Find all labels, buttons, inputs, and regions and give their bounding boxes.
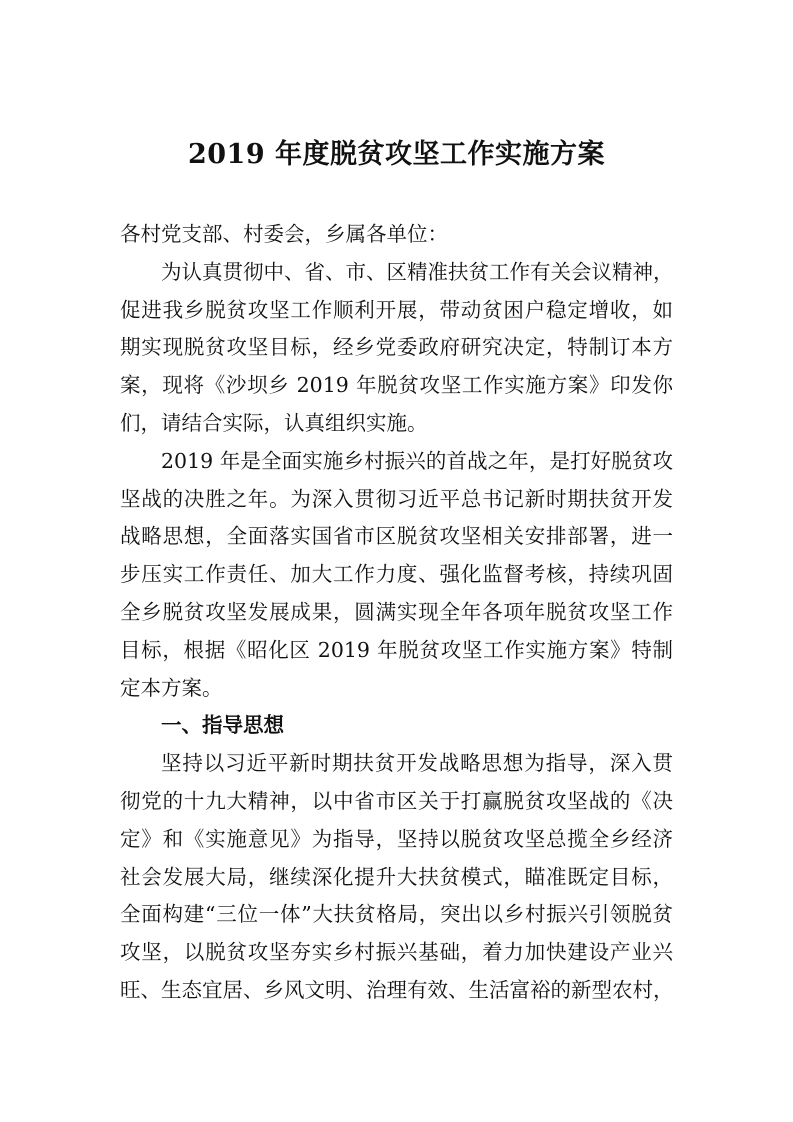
- section-heading: 一、指导思想: [161, 713, 284, 738]
- paragraph-line: 为认真贯彻中、省、市、区精准扶贫工作有关会议精神，: [161, 259, 674, 284]
- paragraph-line: 期实现脱贫攻坚目标，经乡党委政府研究决定，特制订本方: [120, 335, 673, 360]
- paragraph-1: [120, 254, 673, 443]
- paragraph-line: 定本方案。: [120, 675, 223, 700]
- paragraph-line: 促进我乡脱贫攻坚工作顺利开展，带动贫困户稳定增收，如: [120, 297, 673, 322]
- paragraph-line: 目标，根据《昭化区 2019 年脱贫攻坚工作实施方案》特制: [120, 637, 673, 662]
- paragraph-line: 案，现将《沙坝乡 2019 年脱贫攻坚工作实施方案》印发你: [120, 373, 673, 398]
- paragraph-line: 2019 年是全面实施乡村振兴的首战之年，是打好脱贫攻: [161, 448, 673, 473]
- paragraph-line: 们，请结合实际，认真组织实施。: [120, 410, 428, 435]
- salutation: 各村党支部、村委会，乡属各单位：: [120, 222, 448, 246]
- paragraph-line: 坚持以习近平新时期扶贫开发战略思想为指导，深入贯: [161, 751, 673, 776]
- paragraph-line: 坚战的决胜之年。为深入贯彻习近平总书记新时期扶贫开发: [120, 486, 673, 511]
- paragraph-3: [120, 745, 673, 1010]
- paragraph-line: 全面构建“三位一体”大扶贫格局，突出以乡村振兴引领脱贫: [120, 902, 673, 927]
- paragraph-line: 彻党的十九大精神，以中省市区关于打赢脱贫攻坚战的《决: [120, 788, 673, 813]
- paragraph-line: 步压实工作责任、加大工作力度、强化监督考核，持续巩固: [120, 562, 673, 587]
- paragraph-line: 旺、生态宜居、乡风文明、治理有效、生活富裕的新型农村，: [120, 977, 674, 1002]
- document-title: 2019 年度脱贫攻坚工作实施方案: [187, 139, 606, 170]
- paragraph-line: 攻坚，以脱贫攻坚夯实乡村振兴基础，着力加快建设产业兴: [120, 940, 673, 965]
- paragraph-2: [120, 443, 673, 708]
- paragraph-line: 战略思想，全面落实国省市区脱贫攻坚相关安排部署，进一: [120, 524, 673, 549]
- paragraph-line: 社会发展大局，继续深化提升大扶贫模式，瞄准既定目标，: [120, 864, 673, 889]
- document-body: [120, 216, 673, 1010]
- paragraph-line: 定》和《实施意见》为指导，坚持以脱贫攻坚总揽全乡经济: [120, 826, 673, 851]
- paragraph-line: 全乡脱贫攻坚发展成果，圆满实现全年各项年脱贫攻坚工作: [120, 599, 673, 624]
